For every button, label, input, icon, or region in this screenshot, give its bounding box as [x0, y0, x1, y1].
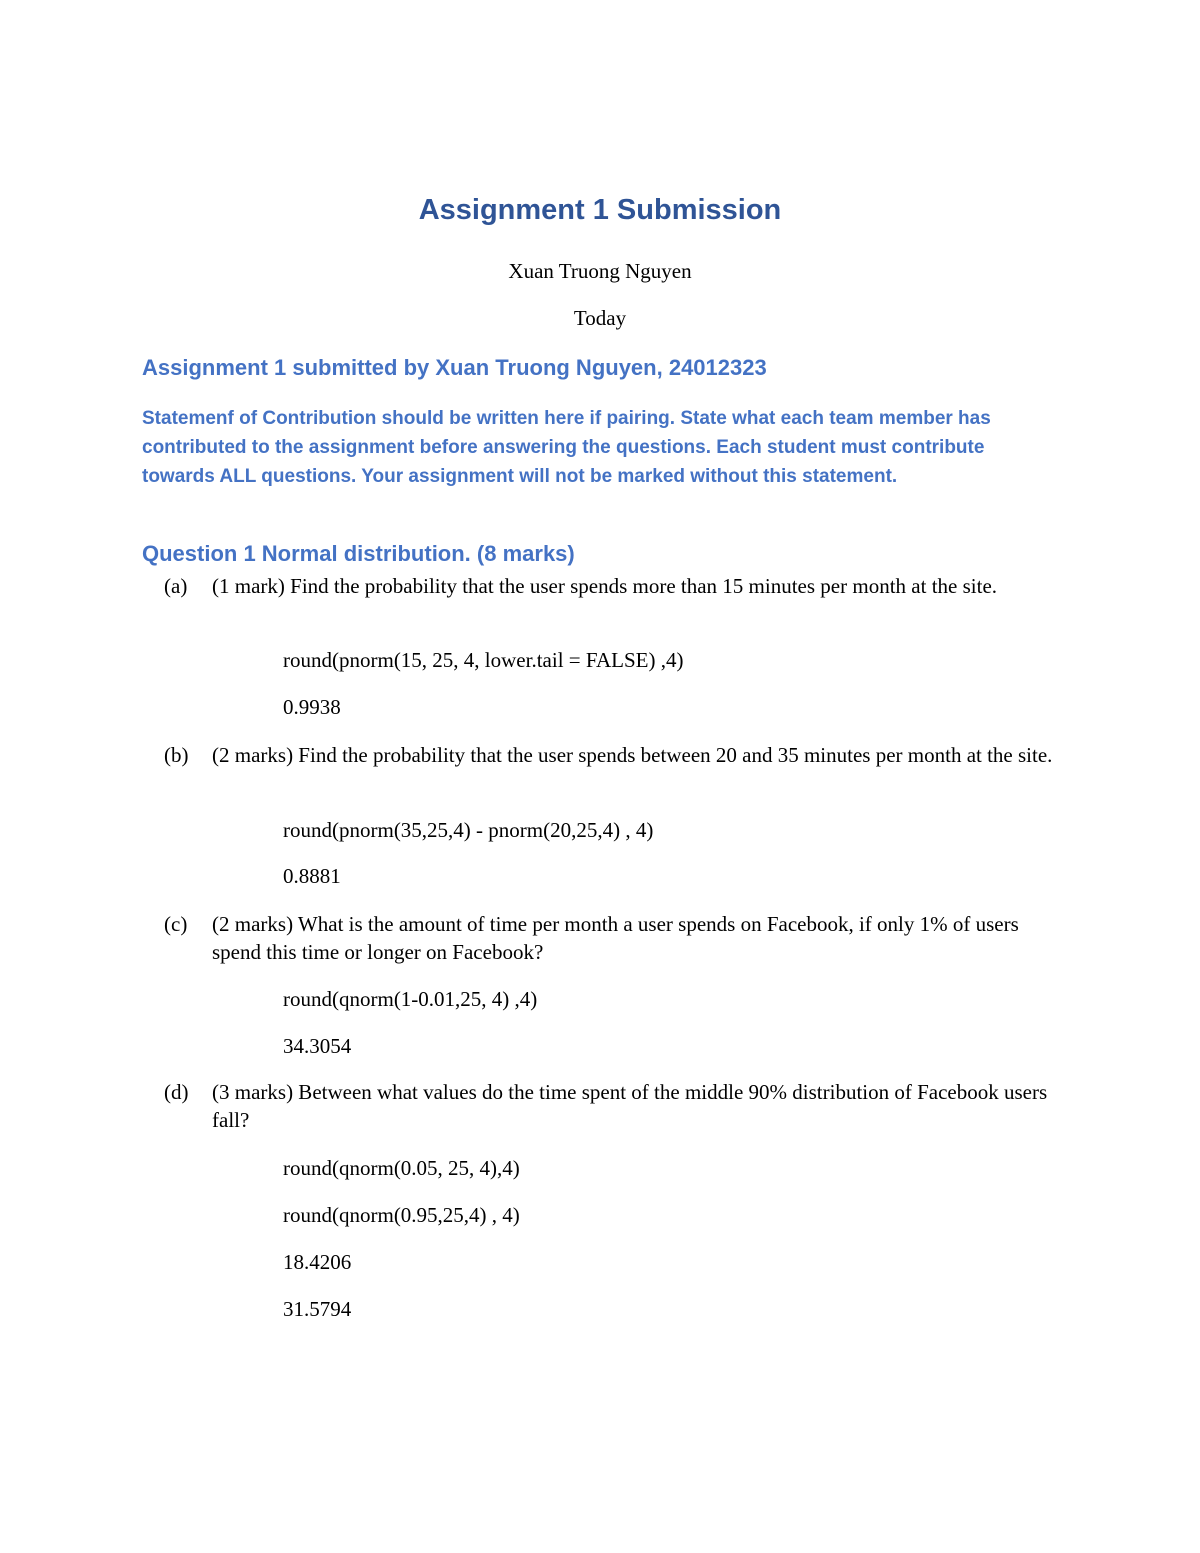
result-value: 18.4206: [283, 1250, 352, 1274]
part-label: (d): [164, 1080, 189, 1104]
r-code-line: round(qnorm(0.95,25,4) , 4): [283, 1203, 520, 1227]
question-1-heading: Question 1 Normal distribution. (8 marks): [142, 541, 575, 566]
document-date: Today: [573, 306, 627, 330]
result-value: 34.3054: [283, 1034, 352, 1058]
document-title: Assignment 1 Submission: [418, 194, 782, 226]
r-code-line: round(qnorm(1-0.01,25, 4) ,4): [283, 987, 538, 1011]
r-code-line: round(qnorm(0.05, 25, 4),4): [283, 1156, 520, 1180]
part-label: (b): [164, 743, 189, 767]
submission-heading: Assignment 1 submitted by Xuan Truong Nguyen, 24012323: [142, 355, 767, 380]
author-name: Xuan Truong Nguyen: [508, 259, 692, 283]
result-value: 31.5794: [283, 1297, 352, 1321]
part-text: (1 mark) Find the probability that the user spends more than 15 minutes per month at the site.: [212, 574, 998, 598]
part-text: (2 marks) What is the amount of time per month a user spends on Facebook, if only 1% of users spend this time or longer on Facebook?: [212, 912, 1019, 964]
r-code-line: round(pnorm(15, 25, 4, lower.tail = FALSE) ,4): [283, 648, 684, 672]
result-value: 0.8881: [283, 864, 341, 888]
part-label: (c): [164, 912, 188, 936]
part-text: (2 marks) Find the probability that the user spends between 20 and 35 minutes per month at the site.: [212, 743, 1053, 767]
result-value: 0.9938: [283, 695, 341, 719]
r-code-line: round(pnorm(35,25,4) - pnorm(20,25,4) , 4): [283, 818, 654, 842]
part-text: (3 marks) Between what values do the time spent of the middle 90% distribution of Facebook users fall?: [212, 1080, 1048, 1132]
part-label: (a): [164, 574, 188, 598]
contribution-statement: Statemenf of Contribution should be written here if pairing. State what each team member has contributed to the assignment before answering the questions. Each student must contribute towards ALL questions. Your assignment will not be marked without this statement.: [142, 408, 991, 487]
